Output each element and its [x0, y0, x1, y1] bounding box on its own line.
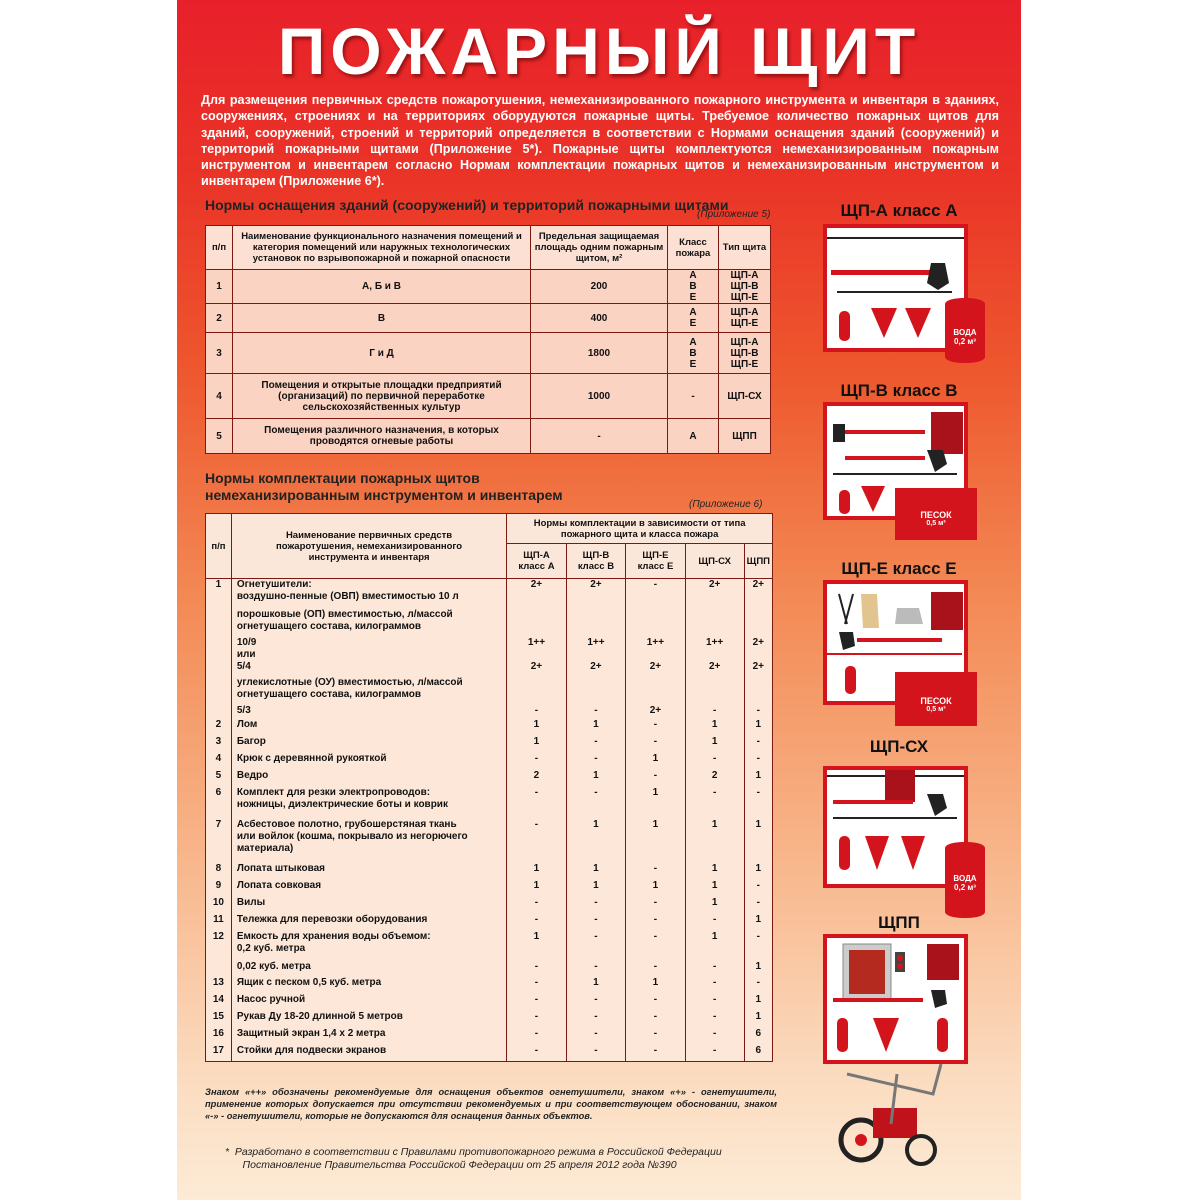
table2-value: - [685, 787, 744, 819]
table2-row [206, 1011, 773, 1028]
table2-value: - [626, 579, 685, 609]
table2-item-name: Ведро [231, 770, 506, 787]
water-tank-volume: 0,2 м³ [954, 883, 976, 892]
table2-value: - [744, 787, 772, 819]
table2-value: - [685, 1028, 744, 1045]
table2-row [206, 863, 773, 880]
table1-row [206, 374, 771, 419]
table2-row [206, 977, 773, 994]
water-tank-a [945, 298, 985, 363]
table2-item-name: Вилы [231, 897, 506, 914]
table2-subheader: ЩПП [744, 544, 772, 579]
table2-value: - [507, 977, 566, 994]
table2-value [626, 609, 685, 637]
table2-value: 1++ 2+ [566, 637, 625, 677]
table2-item-name: Комплект для резки электропроводов: ножницы, диэлектрические боты и коврик [231, 787, 506, 819]
table2-row-number: 3 [206, 736, 232, 753]
table2-value: - [685, 994, 744, 1011]
table2-value: 1 [744, 914, 772, 931]
table1-cell: 400 [531, 304, 668, 333]
table1-cell: 2 [206, 304, 233, 333]
table1-header: п/п [206, 226, 233, 270]
table2-value: - [626, 914, 685, 931]
table2-value: - [507, 897, 566, 914]
panel-sx-equipment [827, 770, 964, 884]
table1-cell: 3 [206, 333, 233, 374]
table2-item-name: Ящик с песком 0,5 куб. метра [231, 977, 506, 994]
table2-value: - [744, 931, 772, 961]
sand-box-label: ПЕСОК [920, 696, 952, 706]
table2-value: 2+ [626, 705, 685, 719]
table2-value: 1 [744, 770, 772, 787]
table1-cell: А [668, 419, 719, 454]
table2-value: 2 [507, 770, 566, 787]
table2-value [744, 609, 772, 637]
table2-value [566, 609, 625, 637]
table2-value: - [685, 977, 744, 994]
table2-value: - [626, 897, 685, 914]
table2-appendix: (Приложение 6) [689, 499, 763, 510]
table2-row-number: 7 [206, 819, 232, 863]
table1-cell: 200 [531, 270, 668, 304]
sand-box-e [895, 672, 977, 726]
table2-value [507, 677, 566, 705]
table2-value: 1 [507, 880, 566, 897]
table2-row-number [206, 677, 232, 705]
water-tank-sx [945, 842, 985, 918]
table2-header-group: Нормы комплектации в зависимости от типа пожарного щита и класса пожара [507, 514, 773, 544]
table2-row-number: 16 [206, 1028, 232, 1045]
table2-value: 1 [744, 719, 772, 736]
table1-cell: ЩП-А ЩП-Е [719, 304, 771, 333]
table2-item-name: 0,02 куб. метра [231, 961, 506, 977]
table2-value: - [744, 736, 772, 753]
table2-row-number: 10 [206, 897, 232, 914]
table2-value [685, 677, 744, 705]
table2-subheader: ЩП-А класс А [507, 544, 566, 579]
table2-value: - [685, 961, 744, 977]
table2-value: - [685, 914, 744, 931]
table2-row [206, 1045, 773, 1062]
table2-value: - [626, 736, 685, 753]
table1-cell: А В Е [668, 270, 719, 304]
table2-value: 1++ 2+ [685, 637, 744, 677]
table2-value: - [566, 1045, 625, 1062]
table2-value: - [685, 753, 744, 770]
table1-cell: ЩП-СХ [719, 374, 771, 419]
table2-value [566, 677, 625, 705]
panel-pp-title: ЩПП [878, 913, 920, 932]
panel-sx-title: ЩП-СХ [869, 737, 929, 756]
table2-value: 2+ [744, 579, 772, 609]
table2-value: 1 [566, 819, 625, 863]
table2-value: 1 [744, 961, 772, 977]
table1-cell: - [531, 419, 668, 454]
table1-cell: А Е [668, 304, 719, 333]
table2-value: - [685, 1045, 744, 1062]
table1-appendix: (Приложение 5) [697, 209, 771, 220]
table2-value: - [507, 914, 566, 931]
table2-value: - [507, 994, 566, 1011]
table2-value: - [744, 977, 772, 994]
table1-cell: Г и Д [233, 333, 531, 374]
table2-row-number: 13 [206, 977, 232, 994]
table1-cell: А, Б и В [233, 270, 531, 304]
table1-heading: Нормы оснащения зданий (сооружений) и территорий пожарными щитами [205, 197, 729, 213]
table2-item-name: Крюк с деревянной рукояткой [231, 753, 506, 770]
table2-header-row [206, 514, 773, 544]
table2-value: 1 [744, 1011, 772, 1028]
table2-row-number [206, 961, 232, 977]
table2-value: - [626, 1028, 685, 1045]
table1-cell: - [668, 374, 719, 419]
table2-value: 1 [566, 863, 625, 880]
table2-row [206, 1028, 773, 1045]
table2-value: 1 [744, 819, 772, 863]
sand-box-volume: 0,5 м³ [926, 706, 946, 713]
table2-value: 1 [507, 736, 566, 753]
table2-item-name: углекислотные (ОУ) вместимостью, л/массой огнетушащего состава, килограммов [231, 677, 506, 705]
table2-value: 1 [626, 787, 685, 819]
table1-cell: 1800 [531, 333, 668, 374]
table2-row [206, 753, 773, 770]
table1-cell: ЩП-А ЩП-В ЩП-Е [719, 270, 771, 304]
table2-value: - [507, 1011, 566, 1028]
table2-value: - [566, 736, 625, 753]
table2-value: - [566, 753, 625, 770]
table1-header: Предельная защищаемая площадь одним пожарным щитом, м² [531, 226, 668, 270]
table2-value: - [507, 787, 566, 819]
table1-row [206, 419, 771, 454]
table2-row [206, 880, 773, 897]
panel-pp [823, 934, 968, 1064]
table2-value [744, 677, 772, 705]
table2-value: - [744, 705, 772, 719]
table2-item-name: Асбестовое полотно, грубошерстяная ткань или войлок (кошма, покрывало из негорючего материала) [231, 819, 506, 863]
table2-value: 2+ [685, 579, 744, 609]
table1-header: Наименование функционального назначения помещений и категория помещений или наружных технологических установок по взрывопожарной и пожарной опасности [233, 226, 531, 270]
table2-row [206, 579, 773, 609]
panel-a-title: ЩП-А класс А [840, 201, 958, 220]
equipment-norms-table [205, 225, 771, 454]
table2-value: 1++ 2+ [507, 637, 566, 677]
fire-cart-image [837, 1064, 949, 1174]
table1-row [206, 304, 771, 333]
table2-row [206, 994, 773, 1011]
panel-b-title: ЩП-В класс В [840, 381, 958, 400]
table2-value: - [744, 880, 772, 897]
table1-cell: 1 [206, 270, 233, 304]
page-title: ПОЖАРНЫЙ ЩИТ [277, 14, 921, 88]
table2-item-name: Лом [231, 719, 506, 736]
table2-item-name: Лопата штыковая [231, 863, 506, 880]
table2-item-name: Стойки для подвески экранов [231, 1045, 506, 1062]
table2-subheader: ЩП-В класс В [566, 544, 625, 579]
table2-value: - [507, 819, 566, 863]
table1-cell: А В Е [668, 333, 719, 374]
table2-row [206, 770, 773, 787]
table2-value: 1 [685, 931, 744, 961]
table2-row [206, 736, 773, 753]
table2-value: - [626, 994, 685, 1011]
table2-value: - [744, 753, 772, 770]
table2-item-name: порошковые (ОП) вместимостью, л/массой огнетушащего состава, килограммов [231, 609, 506, 637]
table2-value: - [566, 914, 625, 931]
table1-cell: ЩП-А ЩП-В ЩП-Е [719, 333, 771, 374]
table2-row-number: 8 [206, 863, 232, 880]
table2-value: 1 [626, 880, 685, 897]
table2-row-number: 1 [206, 579, 232, 609]
table2-value: - [566, 787, 625, 819]
table2-heading: Нормы комплектации пожарных щитов немеханизированным инструментом и инвентарем [205, 470, 563, 503]
table2-row-number: 14 [206, 994, 232, 1011]
table2-row [206, 677, 773, 705]
table2-row-number: 15 [206, 1011, 232, 1028]
table2-value: 1 [566, 977, 625, 994]
table2-value: 1 [566, 770, 625, 787]
table2-row [206, 897, 773, 914]
equipment-kit-table [205, 513, 773, 1062]
table2-row [206, 914, 773, 931]
water-tank-label: ВОДА [953, 874, 977, 883]
intro-text: Для размещения первичных средств пожаротушения, немеханизированного пожарного инструмента и инвентаря в зданиях, сооружениях, строениях и на территориях оборудуются пожарные щиты. Требуемое количество пожарных щитов для зданий, сооружений, строений и территорий определяется в соответствии с Нормами оснащения зданий (сооружений) и территорий пожарными щитами (Приложение 5*). Пожарные щиты комплектуются немеханизированным пожарным инструментом и инвентарем согласно Нормам комплектации пожарных щитов и немеханизированным инструментом и инвентарем (Приложение 6*). [201, 93, 999, 189]
table2-value: - [626, 719, 685, 736]
table2-value: 1 [685, 897, 744, 914]
table2-row-number: 4 [206, 753, 232, 770]
table2-value: 1 [626, 977, 685, 994]
table1-cell: 5 [206, 419, 233, 454]
table2-value: - [566, 1011, 625, 1028]
table1-row [206, 333, 771, 374]
table2-value: - [626, 1011, 685, 1028]
table2-value: - [507, 705, 566, 719]
table2-item-name: Багор [231, 736, 506, 753]
table2-item-name: Тележка для перевозки оборудования [231, 914, 506, 931]
table1-cell: ЩПП [719, 419, 771, 454]
table2-value: - [566, 994, 625, 1011]
table2-value: 1++ 2+ [626, 637, 685, 677]
table2-header-name: Наименование первичных средств пожаротушения, немеханизированного инструмента и инвентаря [231, 514, 506, 579]
sand-box-volume: 0,5 м³ [926, 520, 946, 527]
table2-value: 1 [566, 719, 625, 736]
table2-row-number: 5 [206, 770, 232, 787]
table2-value: 6 [744, 1045, 772, 1062]
table2-row-number: 9 [206, 880, 232, 897]
table2-item-name: Огнетушители: воздушно-пенные (ОВП) вместимостью 10 л [231, 579, 506, 609]
table2-value: 1 [685, 880, 744, 897]
panel-e-title: ЩП-Е класс Е [841, 559, 957, 578]
table2-row [206, 719, 773, 736]
table1-cell: Помещения и открытые площадки предприятий (организаций) по первичной переработке сельскохозяйственных культур [233, 374, 531, 419]
table2-row [206, 961, 773, 977]
table2-item-name: Защитный экран 1,4 х 2 метра [231, 1028, 506, 1045]
table2-value: 1 [685, 819, 744, 863]
panel-a-equipment [827, 228, 964, 348]
table2-value: 1 [744, 863, 772, 880]
footnote: * Разработано в соответствии с Правилами противопожарного режима в Российской Федерации Постановление Правительства Российской Федерации от 25 апреля 2012 года №390 [225, 1146, 722, 1171]
table2-value: 1 [626, 753, 685, 770]
table2-value: - [685, 705, 744, 719]
table2-item-name: Лопата совковая [231, 880, 506, 897]
table1-cell: В [233, 304, 531, 333]
table2-value: - [566, 931, 625, 961]
table2-value: - [626, 931, 685, 961]
table2-value: - [626, 961, 685, 977]
table2-value: - [507, 1045, 566, 1062]
table2-header-pp: п/п [206, 514, 232, 579]
table1-cell: 1000 [531, 374, 668, 419]
table2-value: 2+ [507, 579, 566, 609]
table2-value: 2+ 2+ [744, 637, 772, 677]
table2-item-name: 10/9 или 5/4 [231, 637, 506, 677]
table2-value: - [566, 1028, 625, 1045]
table2-value: 1 [685, 863, 744, 880]
table2-value: 1 [507, 863, 566, 880]
table2-value: - [507, 961, 566, 977]
table2-value: - [685, 1011, 744, 1028]
table1-row [206, 270, 771, 304]
table2-value: - [626, 863, 685, 880]
poster [177, 0, 1021, 1200]
table1-cell: 4 [206, 374, 233, 419]
table2-row [206, 787, 773, 819]
table2-value: 1 [507, 931, 566, 961]
sand-box-b [895, 488, 977, 540]
table2-value: 2+ [566, 579, 625, 609]
table2-row-number [206, 637, 232, 677]
table2-value: 1 [566, 880, 625, 897]
table2-subheader: ЩП-Е класс Е [626, 544, 685, 579]
table1-header-row [206, 226, 771, 270]
table2-row-number [206, 609, 232, 637]
water-tank-label: ВОДА [953, 328, 977, 337]
table2-item-name: Емкость для хранения воды объемом: 0,2 куб. метра [231, 931, 506, 961]
table2-row-number: 17 [206, 1045, 232, 1062]
table2-value: - [626, 770, 685, 787]
legend-notes: Знаком «++» обозначены рекомендуемые для оснащения объектов огнетушители, знаком «+» - огнетушители, применение которых допускается при отсутствии рекомендуемых и при соответствующем обосновании, знаком «-» - огнетушители, которые не допускаются для оснащения данных объектов. [205, 1087, 777, 1121]
table2-item-name: 5/3 [231, 705, 506, 719]
table2-row [206, 609, 773, 637]
table2-value [685, 609, 744, 637]
table2-row-number: 6 [206, 787, 232, 819]
table2-value: 1 [507, 719, 566, 736]
panel-pp-equipment [827, 938, 964, 1060]
table2-value: - [507, 753, 566, 770]
table2-subheader: ЩП-СХ [685, 544, 744, 579]
table2-value: - [566, 961, 625, 977]
table1-cell: Помещения различного назначения, в которых проводятся огневые работы [233, 419, 531, 454]
table2-item-name: Рукав Ду 18-20 длинной 5 метров [231, 1011, 506, 1028]
table1-header: Класс пожара [668, 226, 719, 270]
table1-header: Тип щита [719, 226, 771, 270]
table2-row-number: 2 [206, 719, 232, 736]
table2-item-name: Насос ручной [231, 994, 506, 1011]
table2-row [206, 637, 773, 677]
table2-value: 1 [685, 719, 744, 736]
table2-value: - [744, 897, 772, 914]
table2-value: - [566, 705, 625, 719]
table2-row [206, 931, 773, 961]
table2-value: - [566, 897, 625, 914]
table2-value: - [626, 1045, 685, 1062]
table2-row-number: 11 [206, 914, 232, 931]
table2-row [206, 819, 773, 863]
table2-row [206, 705, 773, 719]
table2-value [507, 609, 566, 637]
table2-value: - [507, 1028, 566, 1045]
table2-row-number: 12 [206, 931, 232, 961]
table2-value: 6 [744, 1028, 772, 1045]
table2-value: 2 [685, 770, 744, 787]
table2-value [626, 677, 685, 705]
table2-row-number [206, 705, 232, 719]
water-tank-volume: 0,2 м³ [954, 337, 976, 346]
sand-box-label: ПЕСОК [920, 510, 952, 520]
table2-value: 1 [626, 819, 685, 863]
table2-value: 1 [744, 994, 772, 1011]
table2-value: 1 [685, 736, 744, 753]
